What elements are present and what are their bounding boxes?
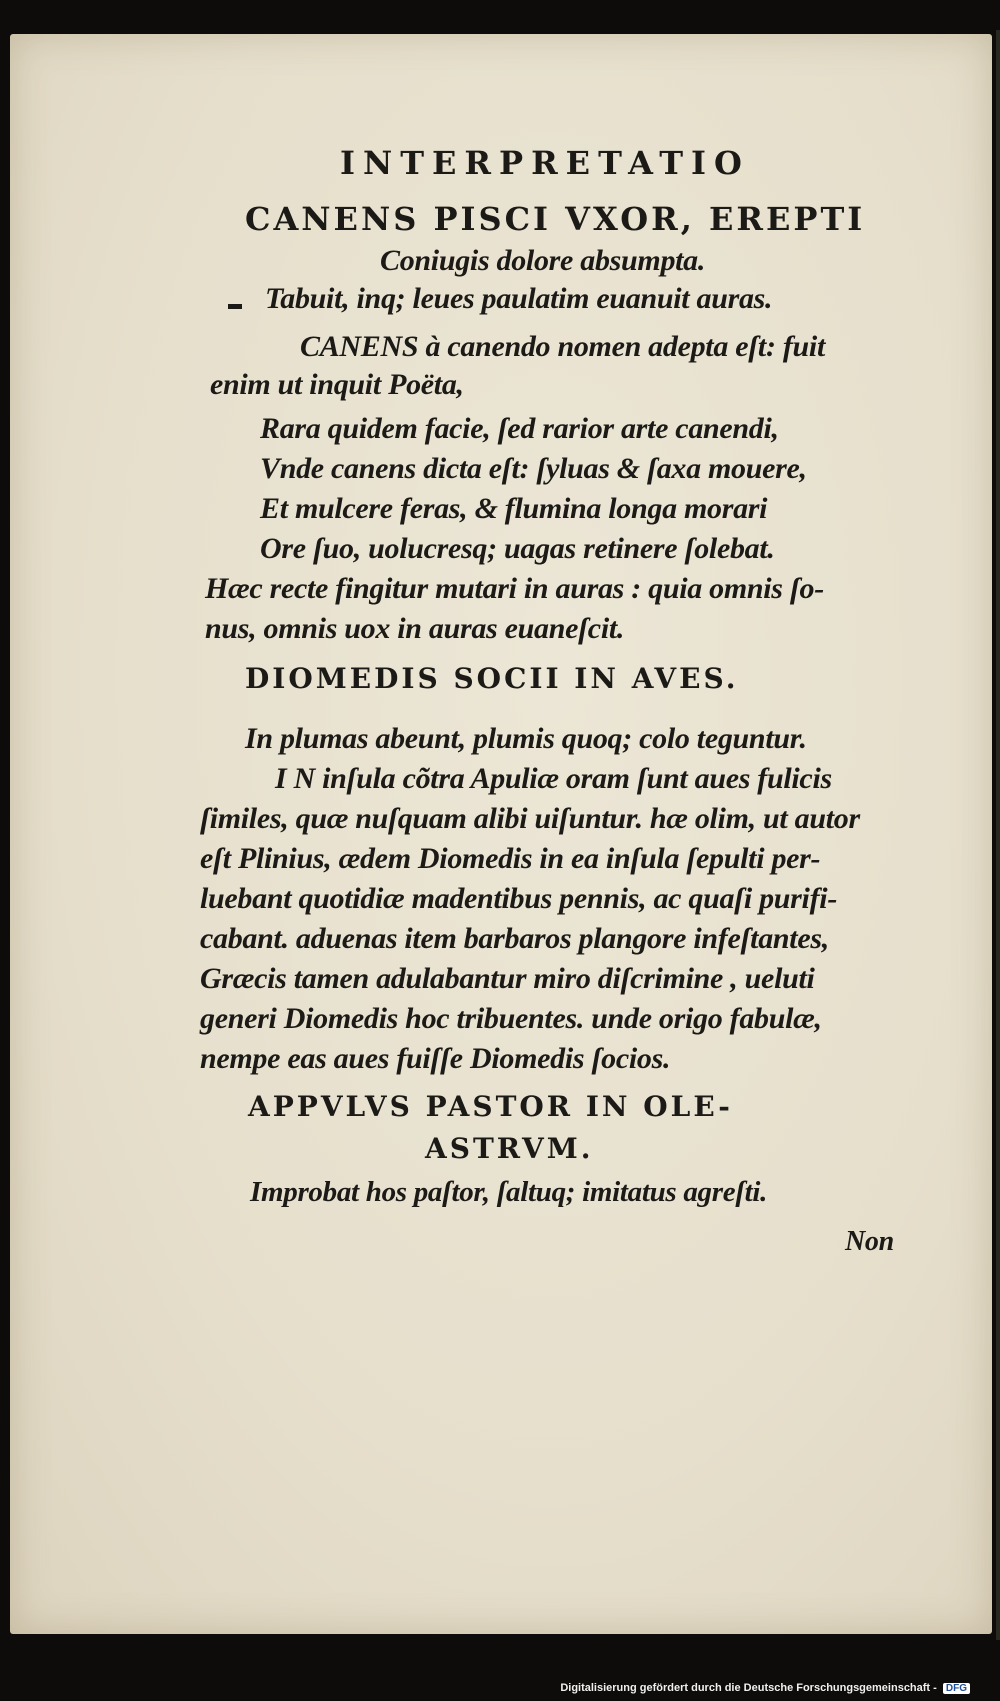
section1-verse: Tabuit, inq; leues paulatim euanuit auras. <box>265 282 773 315</box>
section1-subtitle: Coniugis dolore absumpta. <box>380 244 706 277</box>
section2-title: DIOMEDIS SOCII IN AVES. <box>245 662 739 695</box>
section3-verse: Improbat hos paſtor, ſaltuq; imitatus agreſti. <box>250 1176 768 1208</box>
section2-body-line: luebant quotidiæ madentibus pennis, ac quaſi purifi- <box>200 882 838 915</box>
section2-body-line: I N inſula cõtra Apuliæ oram ſunt aues fulicis <box>275 762 832 795</box>
running-head: INTERPRETATIO <box>340 144 750 182</box>
section2-body-line: eſt Plinius, ædem Diomedis in ea inſula ſepulti per- <box>200 842 821 875</box>
dfg-logo: DFG <box>943 1683 970 1694</box>
section1-title: CANENS PISCI VXOR, EREPTI <box>245 200 866 238</box>
book-page <box>10 34 992 1634</box>
section1-body-line: Rara quidem facie, ſed rarior arte canendi, <box>260 412 779 445</box>
section1-body-line: Vnde canens dicta eſt: ſyluas & ſaxa mouere, <box>260 452 807 485</box>
section2-body-line: ſimiles, quæ nuſquam alibi uiſuntur. hæ olim, ut autor <box>200 802 860 835</box>
catchword: Non <box>845 1226 894 1257</box>
page-text <box>10 34 992 1634</box>
ink-mark <box>228 304 242 309</box>
section1-body-line: CANENS à canendo nomen adepta eſt: fuit <box>300 330 825 363</box>
section1-body-line: enim ut inquit Poëta, <box>210 368 464 401</box>
credit-text: Digitalisierung gefördert durch die Deutsche Forschungsgemeinschaft - <box>560 1682 937 1694</box>
section1-body-line: nus, omnis uox in auras euaneſcit. <box>205 612 625 645</box>
section1-body-line: Ore ſuo, uolucresq; uagas retinere ſolebat. <box>260 532 775 565</box>
section3-title: APPVLVS PASTOR IN OLE- <box>248 1090 733 1123</box>
section2-verse: In plumas abeunt, plumis quoq; colo teguntur. <box>245 722 807 755</box>
section3-title-continued: ASTRVM. <box>425 1132 594 1165</box>
section2-body-line: cabant. aduenas item barbaros plangore infeſtantes, <box>200 922 829 955</box>
section2-body-line: generi Diomedis hoc tribuentes. unde origo fabulæ, <box>200 1002 822 1035</box>
section2-body-line: nempe eas aues fuiſſe Diomedis ſocios. <box>200 1042 671 1075</box>
digitization-credit <box>560 1682 970 1694</box>
page-edge <box>996 30 1000 1640</box>
section1-body-line: Et mulcere feras, & flumina longa morari <box>260 492 768 525</box>
section2-body-line: Græcis tamen adulabantur miro diſcrimine , ueluti <box>200 962 815 995</box>
section1-body-line: Hæc recte fingitur mutari in auras : quia omnis ſo- <box>205 572 824 605</box>
